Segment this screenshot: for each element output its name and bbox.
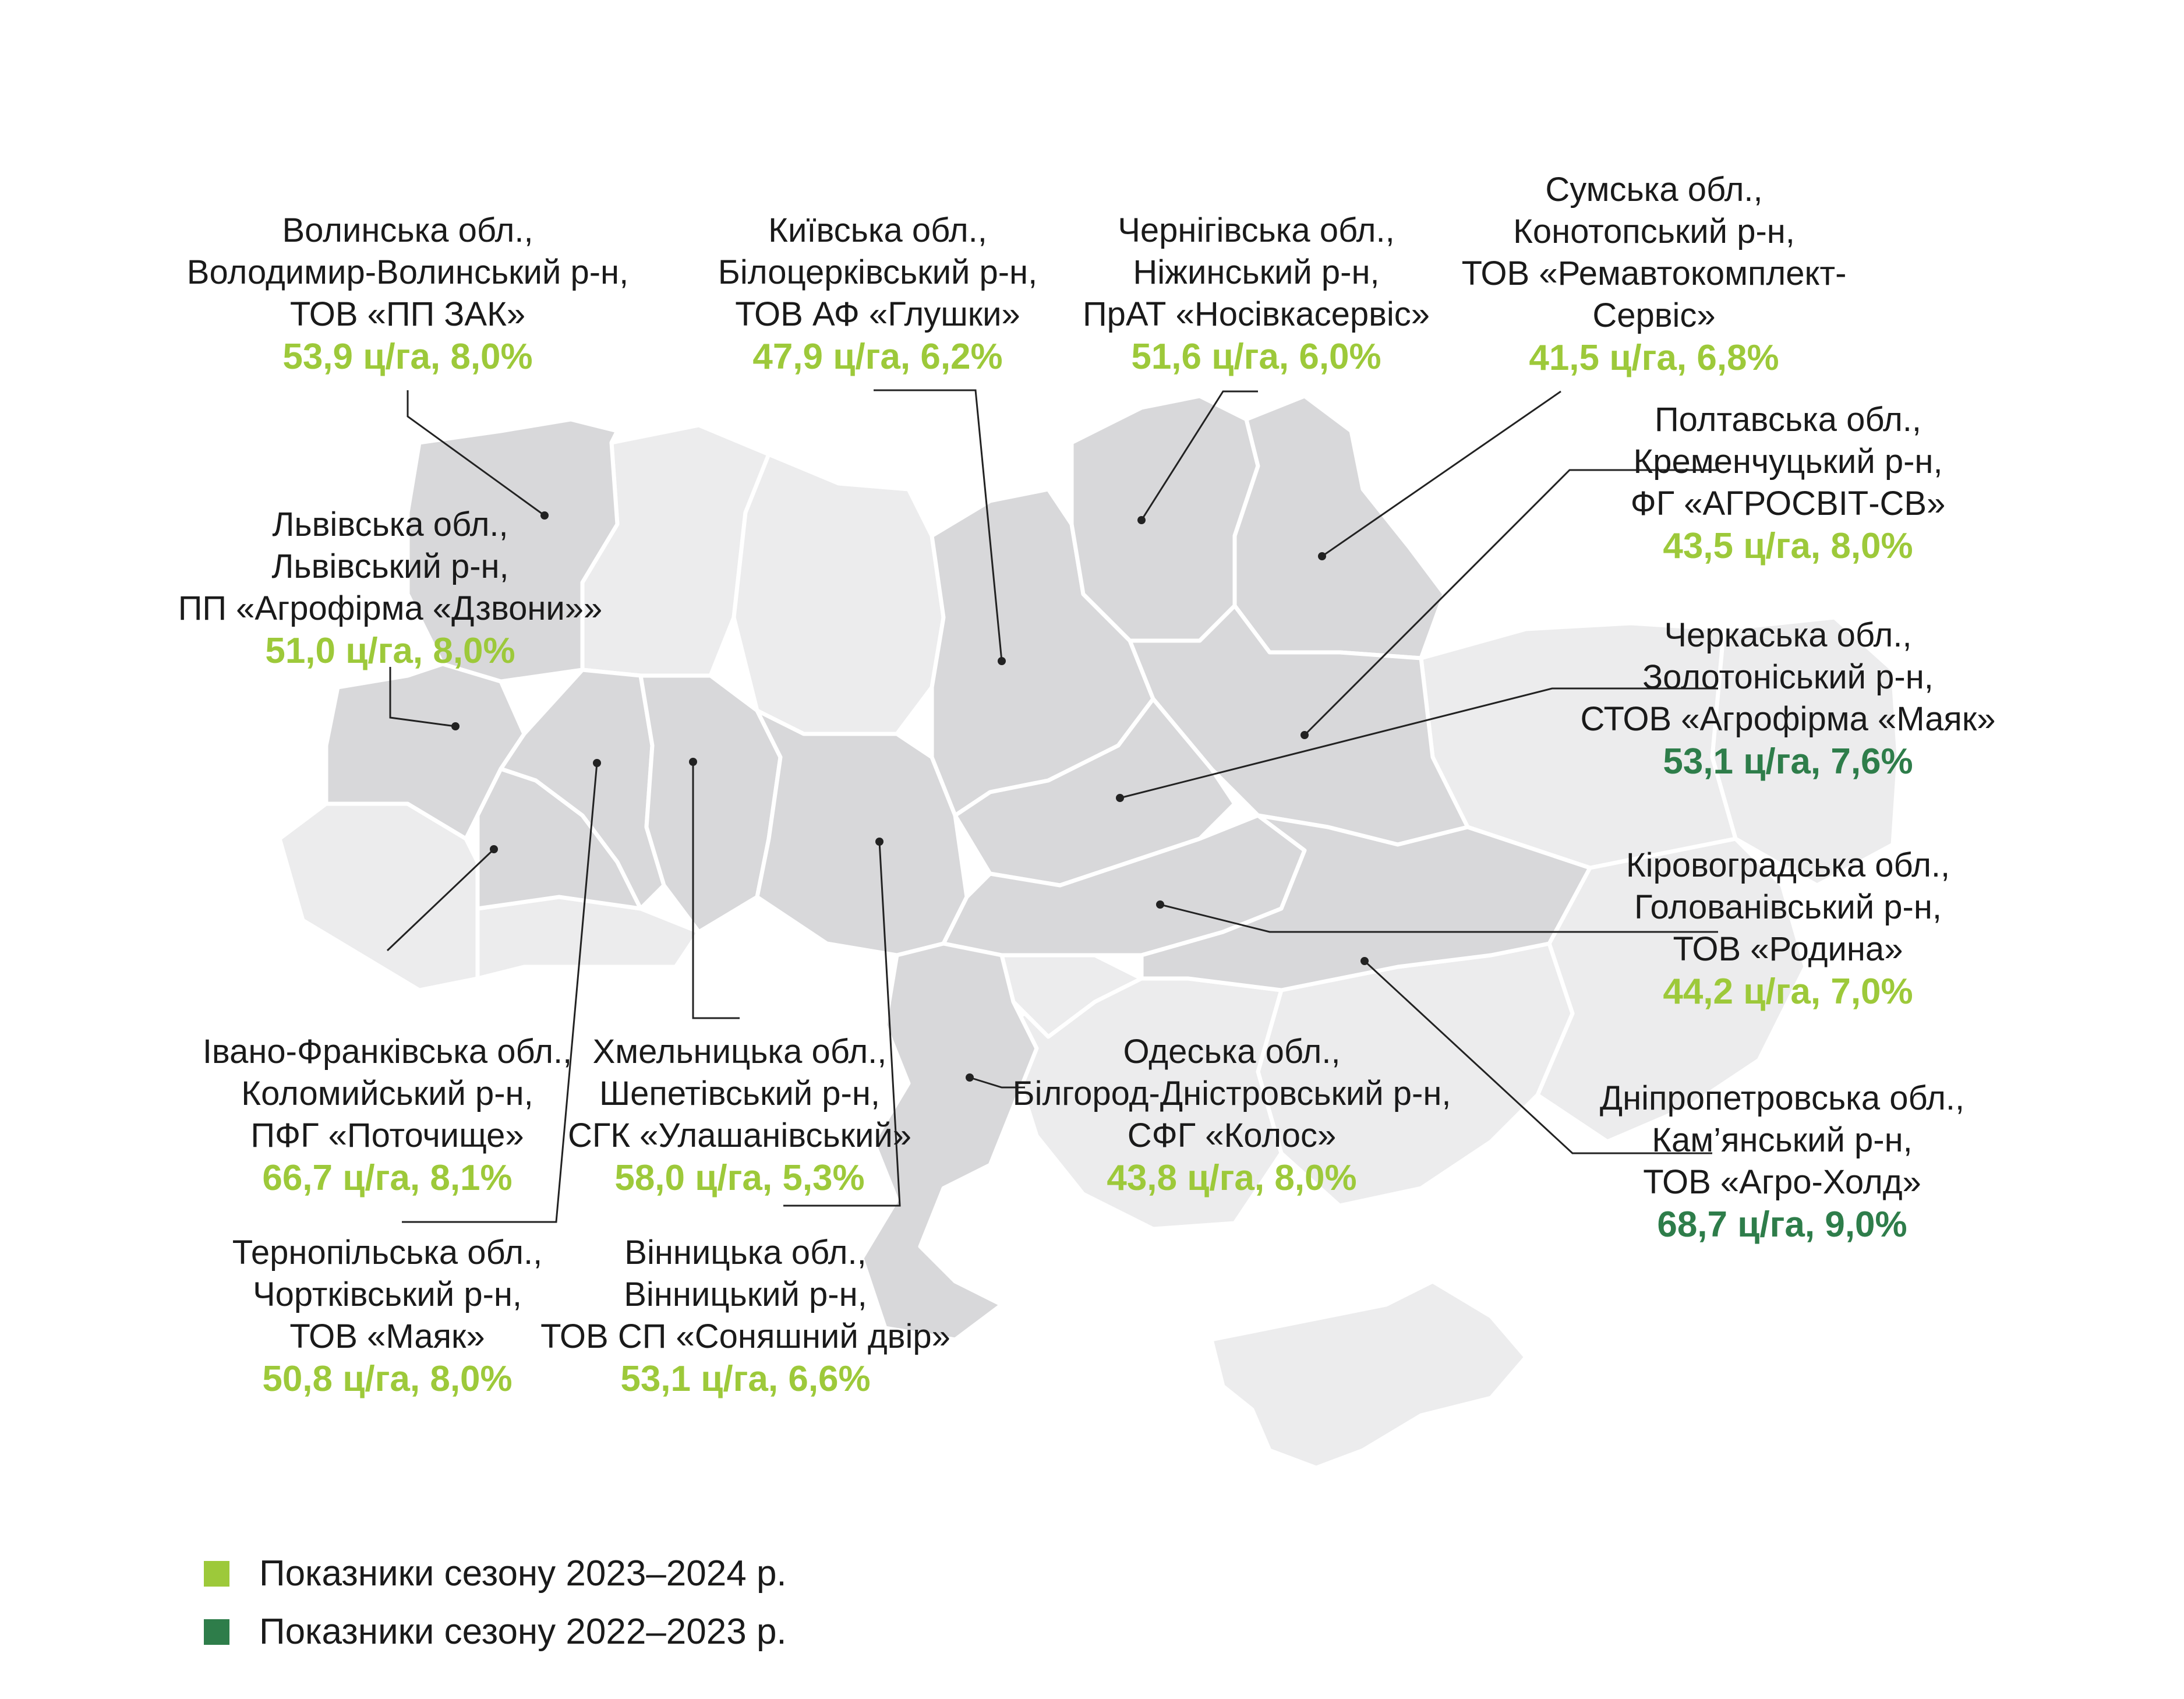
anchor-dot-cherkasy	[1116, 794, 1124, 802]
anchor-dot-lviv	[451, 722, 460, 730]
callout-ivano-value: 66,7 ц/га, 8,1%	[262, 1158, 513, 1198]
callout-chernihiv-line-0: Чернігівська обл.,	[1118, 211, 1395, 249]
region-crimea	[1211, 1281, 1526, 1468]
callout-kyiv-line-1: Білоцерківський р-н,	[718, 253, 1038, 291]
region-chernihiv	[1072, 396, 1258, 641]
callout-sumy-value: 41,5 ц/га, 6,8%	[1529, 338, 1779, 378]
callout-poltava	[1631, 401, 1946, 566]
callout-chernihiv-line-1: Ніжинський р-н,	[1133, 253, 1380, 291]
legend-label-2023_2024: Показники сезону 2023–2024 р.	[259, 1553, 787, 1594]
callout-cherkasy-line-0: Черкаська обл.,	[1664, 616, 1912, 654]
callout-dnipro-line-2: ТОВ «Агро-Холд»	[1643, 1163, 1921, 1201]
anchor-dot-sumy	[1318, 552, 1326, 560]
callout-khmelnytskyi-line-0: Хмельницька обл.,	[592, 1033, 887, 1071]
legend-label-2022_2023: Показники сезону 2022–2023 р.	[259, 1612, 787, 1652]
callout-chernihiv	[1083, 211, 1430, 377]
callout-kirovohrad-line-1: Голованівський р-н,	[1634, 888, 1942, 926]
callout-dnipro	[1600, 1079, 1964, 1245]
callout-ternopil-line-1: Чортківський р-н,	[252, 1276, 522, 1313]
callout-cherkasy-line-1: Золотоніський р-н,	[1642, 658, 1934, 696]
callout-sumy-line-1: Конотопський р-н,	[1513, 213, 1795, 250]
callout-odesa-line-2: СФГ «Колос»	[1127, 1117, 1337, 1154]
callout-chernihiv-line-2: ПрАТ «Носівкасервіс»	[1082, 295, 1430, 333]
callout-ternopil-line-2: ТОВ «Маяк»	[289, 1317, 485, 1355]
anchor-dot-dnipro	[1360, 957, 1369, 965]
callout-volyn-line-2: ТОВ «ПП ЗАК»	[289, 295, 526, 333]
callout-dnipro-line-0: Дніпропетровська обл.,	[1599, 1079, 1965, 1117]
callout-dnipro-line-1: Кам’янський р-н,	[1652, 1121, 1913, 1159]
anchor-dot-vinnytsia	[875, 838, 884, 846]
callout-volyn	[187, 211, 628, 377]
legend-swatch-2022_2023	[204, 1619, 229, 1645]
legend-swatch-2023_2024	[204, 1561, 229, 1587]
callout-poltava-line-2: ФГ «АГРОСВІТ-СВ»	[1630, 485, 1946, 522]
callout-lviv-line-2: ПП «Агрофірма «Дзвони»»	[178, 589, 603, 627]
anchor-dot-khmelnytskyi	[689, 758, 697, 766]
callout-khmelnytskyi	[568, 1033, 911, 1198]
callout-volyn-line-0: Волинська обл.,	[282, 211, 533, 249]
callout-sumy	[1462, 171, 1847, 378]
callout-cherkasy-line-2: СТОВ «Агрофірма «Маяк»	[1580, 700, 1996, 738]
callout-lviv-line-0: Львівська обл.,	[272, 506, 508, 543]
callout-ivano-line-1: Коломийський р-н,	[241, 1075, 533, 1112]
callout-lviv-line-1: Львівський р-н,	[271, 548, 509, 585]
callout-khmelnytskyi-line-2: СГК «Улашанівський»	[567, 1117, 912, 1154]
anchor-dot-ivano	[490, 845, 498, 853]
callout-khmelnytskyi-line-1: Шепетівський р-н,	[599, 1075, 880, 1112]
anchor-dot-poltava	[1300, 731, 1309, 739]
callout-kirovohrad-value: 44,2 ц/га, 7,0%	[1663, 972, 1913, 1012]
region-sumy	[1235, 396, 1444, 658]
callout-sumy-line-2: ТОВ «Ремавтокомплект-	[1461, 255, 1847, 292]
callout-odesa-value: 43,8 ц/га, 8,0%	[1107, 1158, 1357, 1198]
callout-kyiv-line-0: Київська обл.,	[768, 211, 987, 249]
callout-kyiv-line-2: ТОВ АФ «Глушки»	[735, 295, 1020, 333]
callout-kyiv	[718, 211, 1037, 377]
anchor-dot-chernihiv	[1137, 516, 1146, 524]
callout-ivano-line-2: ПФГ «Поточище»	[250, 1117, 524, 1154]
callout-poltava-value: 43,5 ц/га, 8,0%	[1663, 526, 1913, 566]
callout-vinnytsia-line-0: Вінницька обл.,	[624, 1234, 867, 1271]
callout-vinnytsia-line-2: ТОВ СП «Соняшний двір»	[540, 1317, 950, 1355]
anchor-dot-volyn	[540, 511, 549, 520]
callout-kirovohrad-line-2: ТОВ «Родина»	[1673, 930, 1903, 968]
callout-dnipro-value: 68,7 ц/га, 9,0%	[1657, 1205, 1907, 1245]
callout-kyiv-value: 47,9 ц/га, 6,2%	[752, 337, 1003, 377]
callout-cherkasy-value: 53,1 ц/га, 7,6%	[1663, 741, 1913, 782]
anchor-dot-odesa	[966, 1073, 974, 1082]
callout-volyn-value: 53,9 ц/га, 8,0%	[282, 337, 533, 377]
callout-ternopil	[232, 1234, 543, 1399]
callout-ternopil-line-0: Тернопільська обл.,	[232, 1234, 543, 1271]
anchor-dot-ternopil	[593, 759, 601, 767]
anchor-dot-kirovohrad	[1156, 900, 1164, 909]
callout-vinnytsia-line-1: Вінницький р-н,	[624, 1276, 867, 1313]
legend	[204, 1553, 787, 1652]
callout-ivano-line-0: Івано-Франківська обл.,	[202, 1033, 572, 1071]
callout-ivano	[203, 1033, 572, 1198]
region-zhytomyr	[734, 454, 943, 734]
callout-poltava-line-1: Кременчуцький р-н,	[1633, 443, 1943, 481]
callout-ternopil-value: 50,8 ц/га, 8,0%	[262, 1359, 513, 1399]
callout-khmelnytskyi-value: 58,0 ц/га, 5,3%	[614, 1158, 865, 1198]
callout-odesa-line-0: Одеська обл.,	[1123, 1033, 1341, 1071]
region-chernivtsi	[478, 897, 699, 979]
callout-volyn-line-1: Володимир-Волинський р-н,	[186, 253, 629, 291]
callout-lviv-value: 51,0 ц/га, 8,0%	[265, 631, 515, 671]
callout-poltava-line-0: Полтавська обл.,	[1654, 401, 1922, 439]
callout-sumy-line-3: Сервіс»	[1592, 296, 1716, 334]
callout-sumy-line-0: Сумська обл.,	[1545, 171, 1763, 209]
callout-chernihiv-value: 51,6 ц/га, 6,0%	[1131, 337, 1381, 377]
anchor-dot-kyiv	[998, 657, 1006, 665]
callout-kirovohrad-line-0: Кіровоградська обл.,	[1625, 846, 1950, 884]
callout-odesa-line-1: Білгород-Дністровський р-н,	[1012, 1075, 1451, 1112]
callout-vinnytsia-value: 53,1 ц/га, 6,6%	[620, 1359, 871, 1399]
